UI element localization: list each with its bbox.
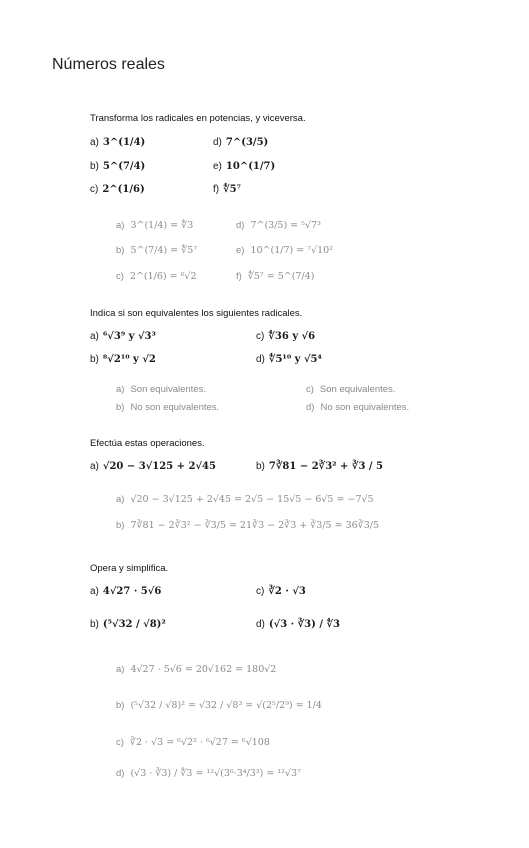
- s3-item-a: a) √20 − 3√125 + 2√45: [90, 461, 216, 472]
- s1-item-c: c) 2^(1/6): [90, 184, 145, 195]
- s1-solution-c: c) 2^(1/6) = ⁶√2: [116, 271, 197, 282]
- section-2-heading: Indica si son equivalentes los siguientes radicales.: [90, 308, 303, 319]
- s4-item-b: b) (⁵√32 / √8)²: [90, 619, 166, 630]
- section-4-heading: Opera y simplifica.: [90, 563, 169, 574]
- s1-item-d: d) 7^(3/5): [213, 137, 269, 148]
- section-1-heading: Transforma los radicales en potencias, y viceversa.: [90, 113, 306, 124]
- page-title: Números reales: [52, 56, 165, 73]
- s4-solution-c: c) ∛2 · √3 = ⁶√2² · ⁶√27 = ⁶√108: [116, 737, 270, 748]
- s4-item-c: c) ∛2 · √3: [256, 586, 306, 597]
- s2-solution-d: d) No son equivalentes.: [306, 402, 410, 413]
- s2-item-a: a) ⁶√3⁹ y √3³: [90, 331, 156, 342]
- s2-item-b: b) ⁸√2¹⁰ y √2: [90, 354, 156, 365]
- s1-solution-d: d) 7^(3/5) = ⁵√7³: [236, 220, 321, 231]
- s3-solution-a: a) √20 − 3√125 + 2√45 = 2√5 − 15√5 − 6√5 = −7√5: [116, 494, 374, 505]
- s4-solution-a: a) 4√27 · 5√6 = 20√162 = 180√2: [116, 664, 277, 675]
- s1-solution-b: b) 5^(7/4) = ∜5⁷: [116, 245, 198, 256]
- s3-item-b: b) 7∛81 − 2∛3² + ∛3 / 5: [256, 461, 384, 472]
- s2-item-d: d) ∜5¹⁰ y √5⁴: [256, 354, 322, 365]
- s1-solution-a: a) 3^(1/4) = ∜3: [116, 220, 194, 231]
- section-3-heading: Efectúa estas operaciones.: [90, 438, 205, 449]
- s2-solution-a: a) Son equivalentes.: [116, 384, 206, 395]
- s1-item-b: b) 5^(7/4): [90, 161, 146, 172]
- s1-item-e: e) 10^(1/7): [213, 161, 276, 172]
- s4-item-d: d) (√3 · ∛3) / ∜3: [256, 619, 341, 630]
- s2-solution-c: c) Son equivalentes.: [306, 384, 396, 395]
- s2-item-c: c) ∜36 y √6: [256, 331, 316, 342]
- s3-solution-b: b) 7∛81 − 2∛3² − ∛3/5 = 21∛3 − 2∛3 + ∛3/5 = 36∛3/5: [116, 520, 380, 531]
- s4-item-a: a) 4√27 · 5√6: [90, 586, 162, 597]
- s4-solution-d: d) (√3 · ∛3) / ∜3 = ¹²√(3⁶·3⁴/3³) = ¹²√3⁷: [116, 768, 301, 779]
- s4-solution-b: b) (⁵√32 / √8)² = √32 / √8³ = √(2⁵/2⁹) = 1/4: [116, 700, 322, 711]
- s1-solution-e: e) 10^(1/7) = ⁷√10²: [236, 245, 333, 256]
- s1-solution-f: f) ∜5⁷ = 5^(7/4): [236, 271, 315, 282]
- s1-item-a: a) 3^(1/4): [90, 137, 146, 148]
- s2-solution-b: b) No son equivalentes.: [116, 402, 220, 413]
- s1-item-f: f) ∜5⁷: [213, 184, 242, 195]
